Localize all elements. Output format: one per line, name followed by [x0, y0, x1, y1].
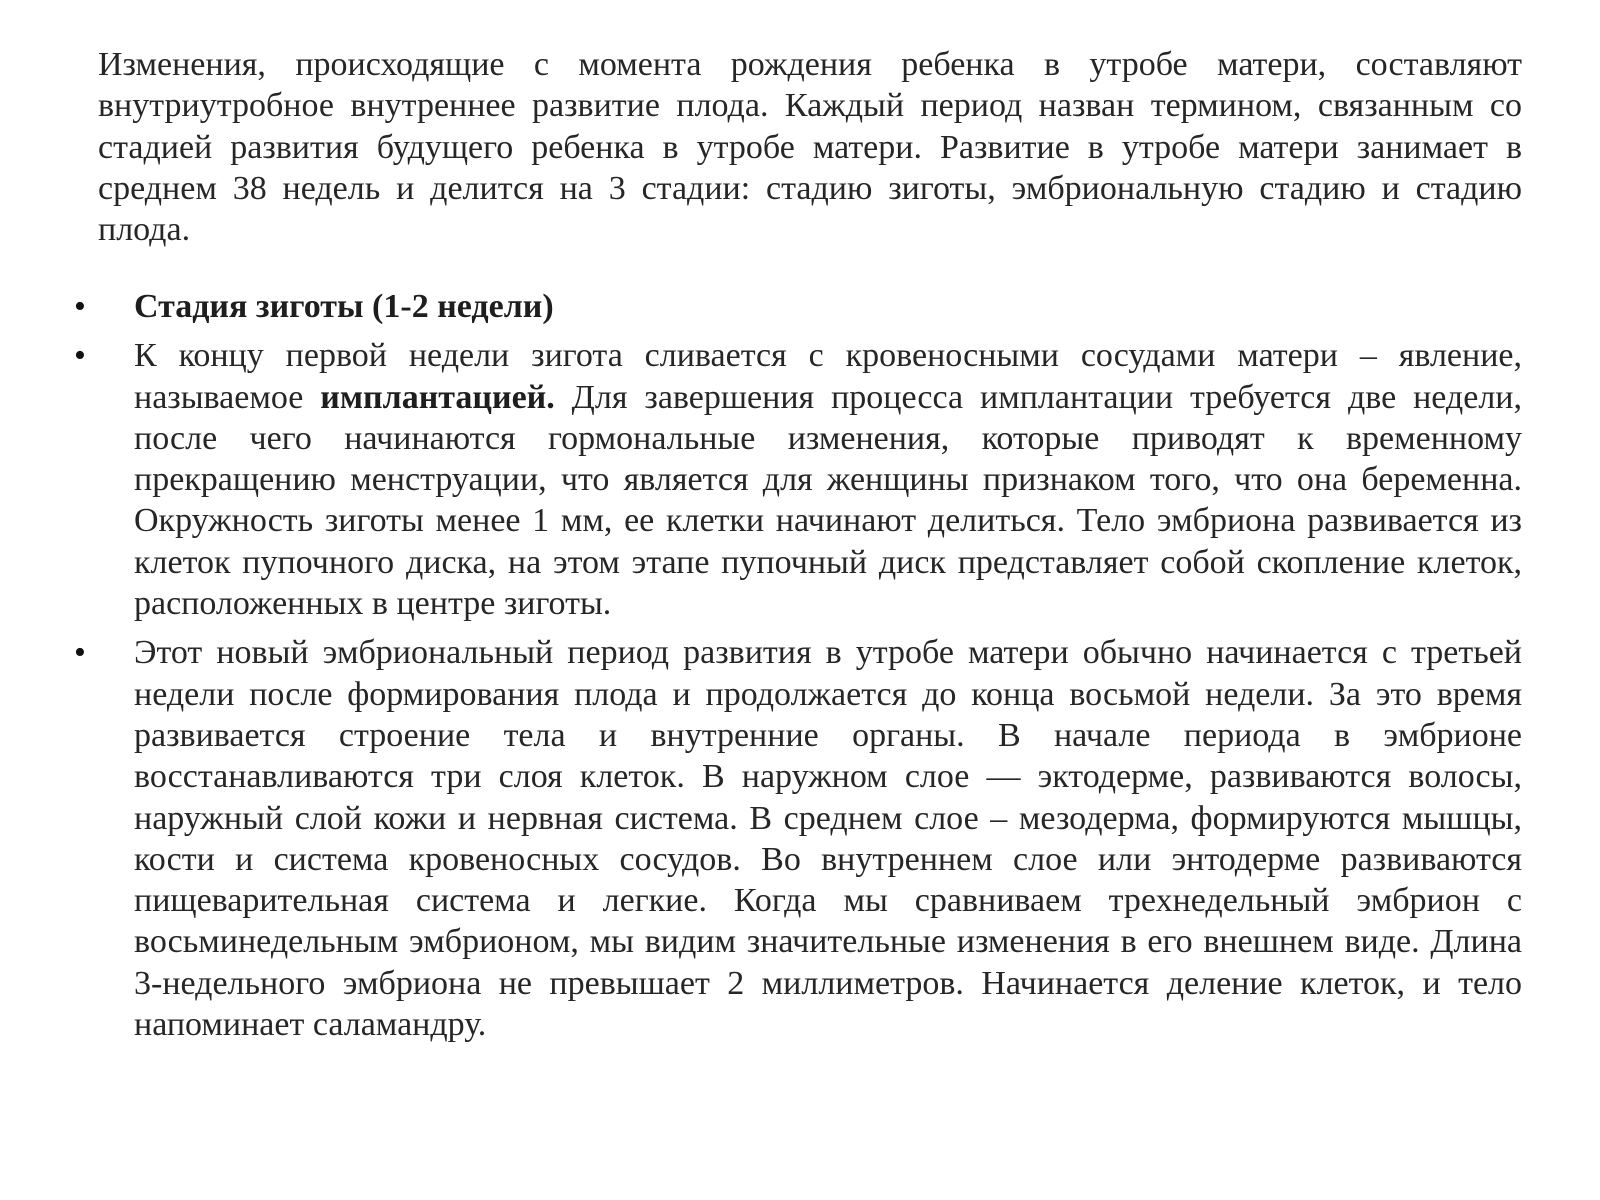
bullet-item-embryonic	[0, 632, 1600, 1045]
implantation-term: имплантацией.	[320, 378, 555, 416]
bullet-list	[0, 286, 1600, 1053]
bullet-item-heading	[0, 286, 1600, 327]
stage-heading: Стадия зиготы (1-2 недели)	[134, 288, 554, 325]
zygote-paragraph	[134, 335, 1522, 624]
bullet-marker: •	[74, 288, 86, 325]
intro-paragraph: Изменения, происходящие с момента рождения ребенка в утробе матери, составляют внутриутробное внутреннее развитие плода. Каждый период назван термином, связанным со стадией развития будущего ребенка в утробе матери. Развитие в утробе матери занимает в среднем 38 недель и делится на 3 стадии: стадию зиготы, эмбриональную стадию и стадию плода.	[98, 46, 1522, 249]
embryonic-paragraph: Этот новый эмбриональный период развития в утробе матери обычно начинается с третьей недели после формирования плода и продолжается до конца восьмой недели. За это время развивается строение тела и внутренние органы. В начале периода в эмбрионе восстанавливаются три слоя клеток. В наружном слое — эктодерме, развиваются волосы, наружный слой кожи и нервная система. В среднем слое – мезодерма, формируются мышцы, кости и система кровеносных сосудов. Во внутреннем слое или энтодерме развиваются пищеварительная система и легкие. Когда мы сравниваем трехнедельный эмбрион с восьминедельным эмбрионом, мы видим значительные изменения в его внешнем виде. Длина 3-недельного эмбриона не превышает 2 миллиметров. Начинается деление клеток, и тело напоминает саламандру.	[134, 634, 1522, 1044]
zygote-text-end: Для завершения процесса имплантации требуется две недели, после чего начинаются гормональные изменения, которые приводят к временному прекращению менструации, что является для женщины признаком того, что она беременна. Окружность зиготы менее 1 мм, ее клетки начинают делиться. Тело эмбриона развивается из клеток пупочного диска, на этом этапе пупочный диск представляет собой скопление клеток, расположенных в центре зиготы.	[134, 378, 1522, 623]
zygote-text-start: К концу первой недели зигота сливается с кровеносными сосудами матери – явление, называемое	[134, 337, 1522, 416]
bullet-item-zygote	[0, 335, 1600, 624]
bullet-marker: •	[74, 337, 86, 375]
bullet-marker: •	[74, 634, 86, 672]
